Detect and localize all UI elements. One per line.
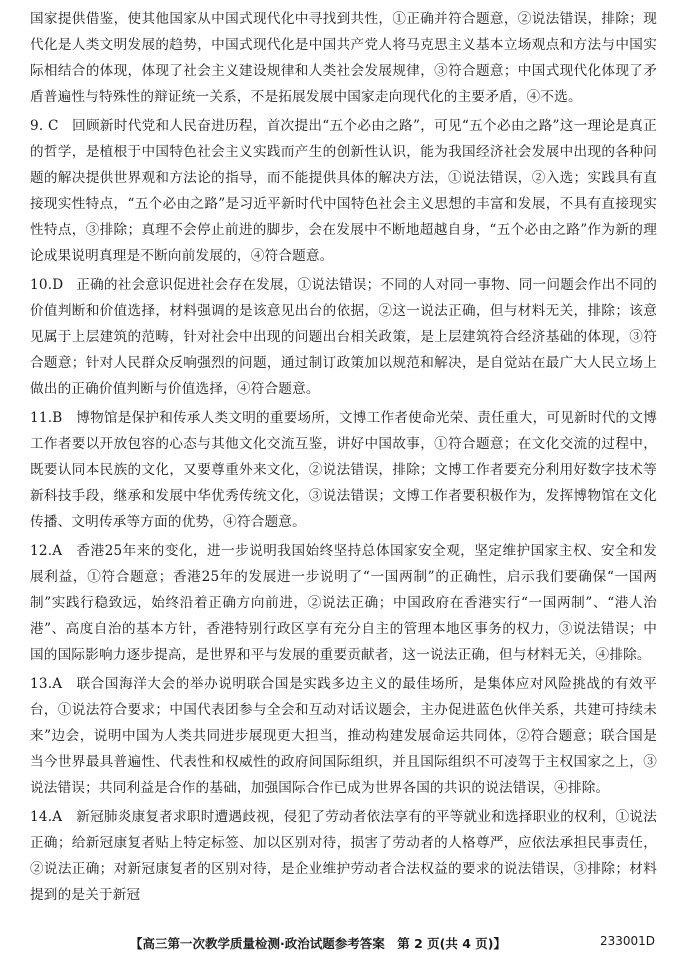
item-number: 10.	[30, 277, 53, 293]
item-explanation: 正确的社会意识促进社会存在发展，①说法错误；不同的人对同一事物、同一问题会作出不同的价值判断和价值选择，材料强调的是该意见出台的依据，②这一说法正确，但与材料无关，排除；该意见属于上层建筑的范畴，针对社会中出现的问题出台相关政策，是上层建筑符合经济基础的体现，③符合题意；针对人民群众反响强烈的问题，通过制订政策加以规范和解决，是自觉站在最广大人民立场上做出的正确价值判断与价值选择，④符合题意。	[30, 277, 657, 397]
answer-item-14	[30, 804, 657, 908]
footer-code: 233001D	[599, 934, 655, 948]
item-answer: B	[52, 410, 63, 426]
answer-item-9	[30, 113, 657, 269]
item-answer: C	[48, 118, 59, 134]
answer-item-11	[30, 405, 657, 535]
item-number: 12.	[30, 543, 53, 559]
page-content	[30, 6, 657, 908]
item-explanation: 香港25年来的变化，进一步说明我国始终坚持总体国家安全观，坚定维护国家主权、安全和发展利益，①符合题意；香港25年的发展进一步说明了“一国两制”的正确性，启示我们要确保“一国两制”实践行稳致远，始终沿着正确方向前进，②说法正确；中国政府在香港实行“一国两制”、“港人治港”、高度自治的基本方针，香港特别行政区享有充分自主的管理本地区事务的权力，③说法错误；中国的国际影响力逐步提高，是世界和平与发展的重要贡献者，这一说法正确，但与材料无关，④排除。	[30, 543, 657, 663]
answer-item-12	[30, 538, 657, 668]
page-footer	[0, 934, 677, 958]
answer-item-10	[30, 272, 657, 402]
item-answer: A	[52, 676, 63, 692]
answer-item-13	[30, 671, 657, 801]
item-number: 11.	[30, 410, 53, 426]
item-number: 14.	[30, 809, 53, 825]
item-answer: D	[52, 277, 64, 293]
item-answer: A	[52, 543, 63, 559]
footer-title: 【高三第一次教学质量检测·政治试题参考答案 第 2 页(共 4 页)】	[130, 936, 506, 951]
item-explanation: 联合国海洋大会的举办说明联合国是实践多边主义的最佳场所，是集体应对风险挑战的有效平台，①说法符合要求；中国代表团参与全会和互动对话议题会，主办促进蓝色伙伴关系，共建可持续未来”边会，说明中国为人类共同进步展现更大担当，推动构建发展命运共同体，②符合题意；联合国是当今世界最具普遍性、代表性和权威性的政府间国际组织，并且国际组织不可凌驾于主权国家之上，③说法错误；共同利益是合作的基础，加强国际合作已成为世界各国的共识的说法错误，④排除。	[30, 676, 657, 796]
item-explanation: 新冠肺炎康复者求职时遭遇歧视，侵犯了劳动者依法享有的平等就业和选择职业的权利，①说法正确；给新冠康复者贴上特定标签、加以区别对待，损害了劳动者的人格尊严，应依法承担民事责任，②说法正确；对新冠康复者的区别对待，是企业维护劳动者合法权益的要求的说法错误，③排除；材料提到的是关于新冠	[30, 809, 657, 903]
item-explanation: 博物馆是保护和传承人类文明的重要场所，文博工作者使命光荣、责任重大，可见新时代的文博工作者要以开放包容的心态与其他文化交流互鉴，讲好中国故事，①符合题意；在文化交流的过程中，既要认同本民族的文化，又要尊重外来文化，②说法错误，排除；文博工作者要充分利用好数字技术等新科技手段，继承和发展中华优秀传统文化，③说法错误；文博工作者要积极作为，发挥博物馆在文化传播、文明传承等方面的优势，④符合题意。	[30, 410, 657, 530]
item-number: 9.	[30, 118, 44, 134]
item-answer: A	[52, 809, 63, 825]
item-number: 13.	[30, 676, 53, 692]
continuation-paragraph: 国家提供借鉴，使其他国家从中国式现代化中寻找到共性，①正确并符合题意，②说法错误，排除；现代化是人类文明发展的趋势，中国式现代化是中国共产党人将马克思主义基本立场观点和方法与中国实际相结合的体现，体现了社会主义建设规律和人类社会发展规律，③符合题意；中国式现代化体现了矛盾普遍性与特殊性的辩证统一关系，不是拓展发展中国家走向现代化的主要矛盾，④不选。	[30, 11, 657, 105]
item-explanation: 回顾新时代党和人民奋进历程，首次提出“五个必由之路”，可见“五个必由之路”这一理论是真正的哲学，是植根于中国特色社会主义实践而产生的创新性认识，能为我国经济社会发展中出现的各种问题的解决提供世界观和方法论的指导，而不能提供具体的解决方法，①说法错误，②入选；实践具有直接现实性特点，“五个必由之路”是习近平新时代中国特色社会主义思想的丰富和发展，不具有直接现实性特点，③排除；真理不会停止前进的脚步，会在发展中不断地超越自身，“五个必由之路”作为新的理论成果说明真理是不断向前发展的，④符合题意。	[30, 118, 657, 264]
